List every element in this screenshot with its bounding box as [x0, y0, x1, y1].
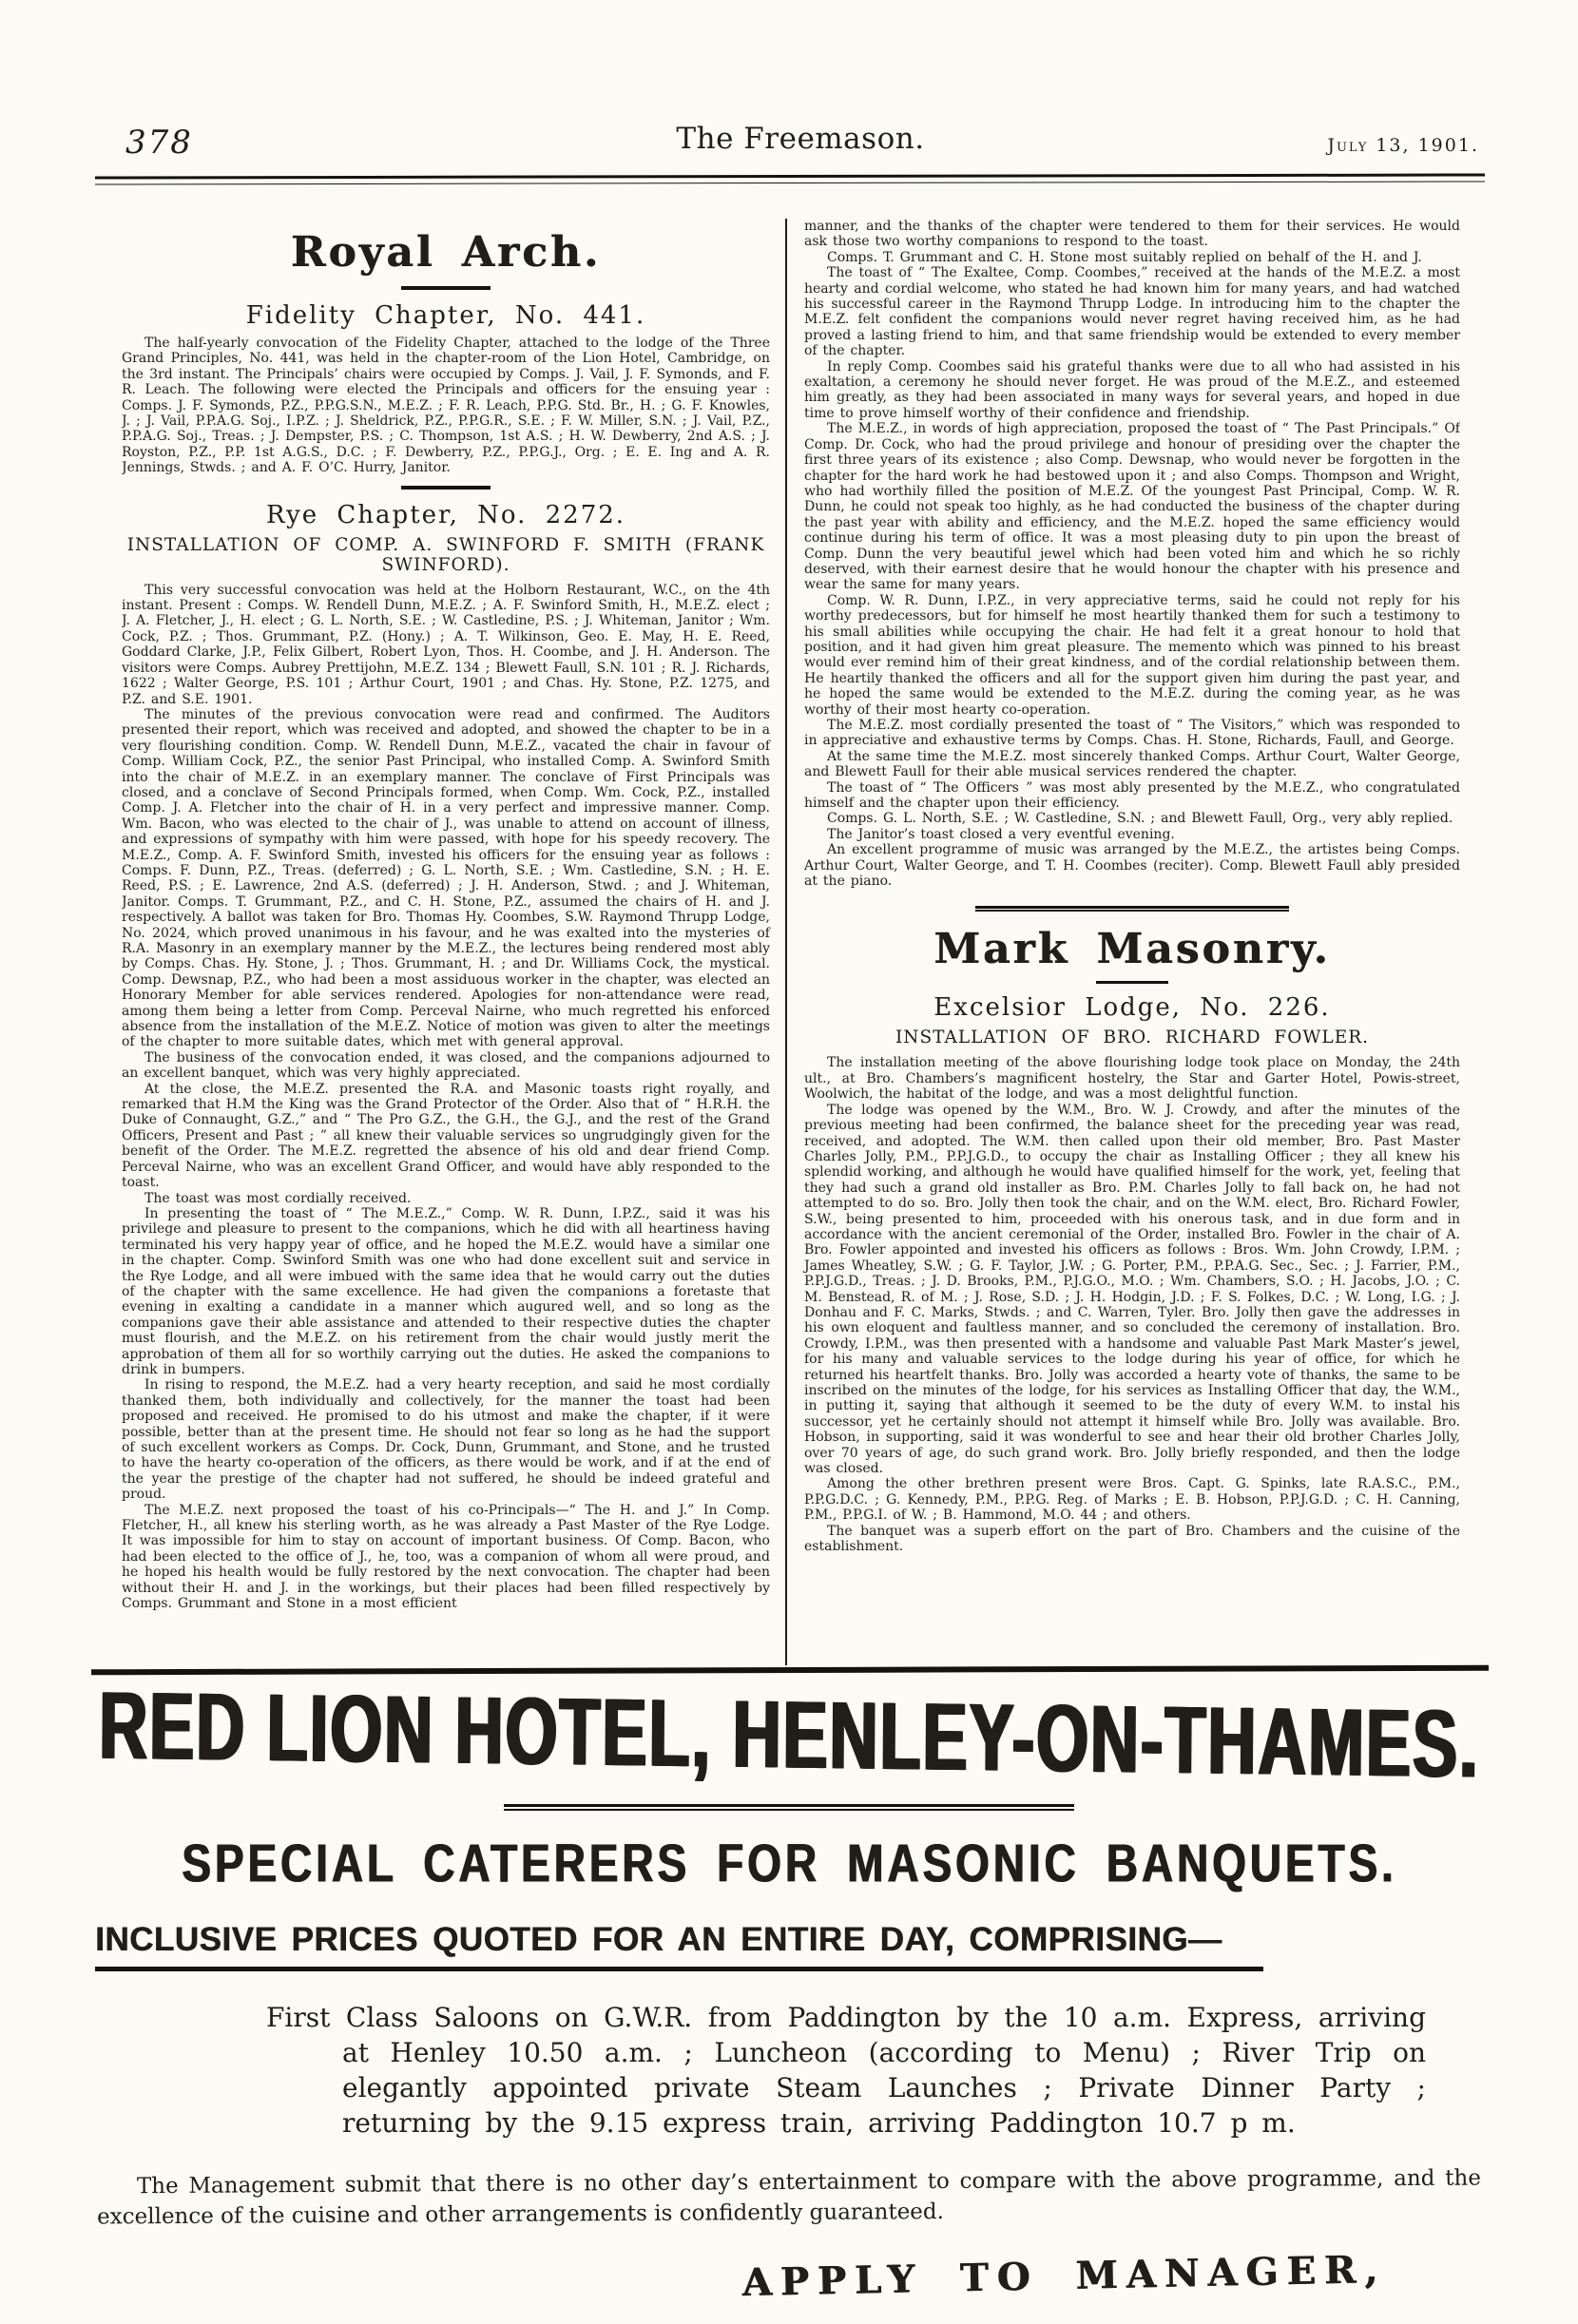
article-body-rye — [122, 583, 770, 1612]
masthead-rule — [95, 173, 1485, 184]
publication-title: The Freemason. — [676, 122, 925, 156]
red-lion-advert — [57, 1673, 1521, 2306]
section-divider — [975, 906, 1289, 912]
paragraph: Comps. T. Grummant and C. H. Stone most suitably replied on behalf of the H. and J. — [827, 249, 1422, 265]
paragraph: In reply Comp. Coombes said his grateful thanks were due to all who had assisted in his exaltation, a ceremony he should never forget. He was proud of the M.E.Z., and esteemed him greatly, as they had been associated in many ways for several years, and hoped in due time to prove himself worthy of their confidence and friendship. — [804, 358, 1460, 421]
section-divider — [401, 286, 491, 290]
paragraph: The toast of “ The Officers ” was most ably presented by the M.E.Z., who congratulated himself and the chapter upon their efficiency. — [804, 779, 1460, 812]
paragraph: The M.E.Z. next proposed the toast of his co-Principals—“ The H. and J.” In Comp. Fletcher, H., all knew his sterling worth, as he was already a Past Master of the Rye Lodge. It was impossible for him to stay on account of important business. Of Comp. Bacon, who had been elected to the office of J., he, too, was a companion of whom all were proud, and he hoped his health would be fully restored by the next convocation. The chapter had been without their H. and J. in the workings, but their places had been filled respectively by Comps. Grummant and Stone in a most efficient — [122, 1502, 770, 1612]
advert-inclusive-line: INCLUSIVE PRICES QUOTED FOR AN ENTIRE DAY, COMPRISING— — [95, 1921, 1263, 1971]
paragraph: An excellent programme of music was arranged by the M.E.Z., the artistes being Comps. Arthur Court, Walter George, and T. H. Coombes (reciter). Comp. Blewett Faull ably presided at the piano. — [804, 842, 1460, 890]
paragraph: manner, and the thanks of the chapter were tendered to them for their services. He would ask those two worthy companions to respond to the toast. — [804, 219, 1460, 250]
paragraph: The installation meeting of the above flourishing lodge took place on Monday, the 24th ult., at Bro. Chambers’s magnificent hostelry, the Star and Garter Hotel, Powis-street, Woolwich, the habitat of the lodge, and was a most delightful function. — [804, 1055, 1460, 1103]
article-heading-excelsior: Excelsior Lodge, No. 226. — [933, 993, 1331, 1023]
section-heading-royal-arch: Royal Arch. — [290, 228, 602, 277]
section-divider — [1096, 981, 1168, 984]
paragraph: The M.E.Z. most cordially presented the toast of “ The Visitors,” which was responded to in appreciative and exhaustive terms by Comps. Chas. H. Stone, Richards, Faull, and George. — [804, 718, 1460, 749]
advert-management-note: The Management submit that there is no other day’s entertainment to compare with the above programme, and the excellence of the cuisine and other arrangements is confidently guaranteed. — [97, 2165, 1481, 2230]
article-body-fidelity — [122, 336, 770, 476]
paragraph: The toast was most cordially received. — [144, 1190, 412, 1206]
paragraph: The half-yearly convocation of the Fidelity Chapter, attached to the lodge of the Three Grand Principles, No. 441, was held in the chapter-room of the Lion Hotel, Cambridge, on the 3rd instant. The Principals’ chairs were occupied by Comps. J. Vail, J. F. Symonds, and F. R. Leach. The following were elected the Principals and officers for the ensuing year : Comps. J. F. Symonds, P.Z., P.P.G.S.N., M.E.Z. ; F. R. Leach, P.P.G. Std. Br., H. ; G. F. Knowles, J. ; J. Vail, P.P.A.G. Soj., I.P.Z. ; J. Sheldrick, P.Z., P.P.G.R., S.E. ; F. W. Miller, S.N. ; J. Vail, P.Z., P.P.A.G. Soj., Treas. ; J. Dempster, P.S. ; C. Thompson, 1st A.S. ; H. W. Dewberry, 2nd A.S. ; J. Royston, P.Z., P.P. 1st A.G.S., D.C. ; F. Dewberry, P.Z., P.P.G.J., Org. ; E. E. Ing and A. R. Jennings, Stwds. ; and A. F. O’C. Hurry, Janitor. — [122, 336, 770, 476]
paragraph: The minutes of the previous convocation were read and confirmed. The Auditors presented their report, which was received and adopted, and showed the chapter to be in a very flourishing condition. Comp. W. Rendell Dunn, M.E.Z., vacated the chair in favour of Comp. William Cock, P.Z., the senior Past Principal, who installed Comp. A. Swinford Smith into the chair of M.E.Z. in an exemplary manner. The conclave of First Principals was closed, and a conclave of Second Principals formed, when Comp. Wm. Cock, P.Z., installed Comp. J. A. Fletcher into the chair of H. in a very perfect and impressive manner. Comp. Wm. Bacon, who was elected to the chair of J., was unable to attend on account of illness, and expressions of sympathy with him were passed, with hope for his speedy recovery. The M.E.Z., Comp. A. F. Swinford Smith, invested his officers for the ensuing year as follows : Comps. F. Dunn, P.Z., Treas. (deferred) ; G. L. North, S.E. ; Wm. Castledine, S.N. ; H. E. Reed, P.S. ; E. Lawrence, 2nd A.S. (deferred) ; J. H. Anderson, Stwd. ; and J. Whiteman, Janitor. Comps. T. Grummant, P.Z., and C. H. Stone, P.Z., assumed the chairs of H. and J. respectively. A ballot was taken for Bro. Thomas Hy. Coombes, S.W. Raymond Thrupp Lodge, No. 2024, which proved unanimous in his favour, and he was exalted into the mysteries of R.A. Masonry in an exemplary manner by the M.E.Z., the lectures being rendered most ably by Comps. Chas. Hy. Stone, J. ; Thos. Grummant, H. ; and Dr. Williams Cock, the mystical. Comp. Dewsnap, P.Z., who had been a most assiduous worker in the chapter, was elected an Honorary Member for able services rendered. Apologies for non-attendance were read, among them being a letter from Comp. Perceval Nairne, who much regretted his enforced absence from the installation of the M.E.Z. Notice of motion was given to alter the meetings of the chapter to more suitable dates, which met with general approval. — [122, 706, 770, 1050]
paragraph: At the close, the M.E.Z. presented the R.A. and Masonic toasts right royally, and remarked that H.M the King was the Grand Protector of the Order. Also that of “ H.R.H. the Duke of Connaught, G.Z.,” and “ The Pro G.Z., the G.H., the G.J., and the rest of the Grand Officers, Present and Past ; ” all knew their valuable services so ungrudgingly given for the benefit of the Order. The M.E.Z. regretted the absence of his old and dear friend Comp. Perceval Nairne, who was an excellent Grand Officer, and would have ably responded to the toast. — [122, 1081, 770, 1191]
masthead — [122, 114, 1479, 171]
advert-headline: RED LION HOTEL, HENLEY-ON-THAMES. — [98, 1673, 1480, 1798]
advert-apply-line: APPLY TO MANAGER, — [741, 2247, 1387, 2306]
left-column — [122, 219, 785, 1665]
article-heading-fidelity: Fidelity Chapter, No. 441. — [245, 301, 646, 330]
paragraph: The business of the convocation ended, it was closed, and the companions adjourned to an excellent banquet, which was very highly appreciated. — [122, 1049, 770, 1082]
paragraph: In presenting the toast of “ The M.E.Z.,” Comp. W. R. Dunn, I.P.Z., said it was his privilege and pleasure to present to the companions, which he did with all heartiness having terminated his very happy year of office, and he hoped the M.E.Z. would have a similar one in the chapter. Comp. Swinford Smith was one who had done excellent suit and service in the Rye Lodge, and all were imbued with the same idea that he would carry out the duties of the chapter with the same excellence. He had given the companions a foretaste that evening in exalting a candidate in a manner which augured well, and so long as the companions gave their able assistance and attended to their respective duties the chapter must flourish, and the M.E.Z. on his retirement from the chair would justly merit the approbation of them all for so worthily carrying out the duties. He asked the companions to drink in bumpers. — [122, 1205, 770, 1377]
right-column — [785, 219, 1460, 1665]
article-columns — [122, 219, 1460, 1665]
paragraph: Comp. W. R. Dunn, I.P.Z., in very appreciative terms, said he could not reply for his worthy predecessors, but for himself he most heartily thanked them for such a testimony to his small abilities while occupying the chair. He had felt it a great honour to hold that position, and it had given him great pleasure. The memento which was pinned to his breast would ever remind him of their great kindness, and of the cordial relationship between them. He heartily thanked the officers and all for the support given him during the past year, and he hoped the same would be extended to the M.E.Z. during the coming year, as he was worthy of their most hearty co-operation. — [804, 592, 1460, 718]
paragraph: The M.E.Z., in words of high appreciation, proposed the toast of “ The Past Principals.” Of Comp. Dr. Cock, who had the proud privilege and honour of presiding over the chapter the first three years of its existence ; also Comp. Dewsnap, who would never be forgotten in the chapter for the hard work he had bestowed upon it ; and also Comps. Thompson and Wright, who had worthily filled the position of M.E.Z. Of the youngest Past Principal, Comp. W. R. Dunn, he could not speak too highly, as he had conducted the business of the chapter during the past year with ability and efficiency, and the M.E.Z. hoped the same efficiency would continue during his term of office. It was a most pleasing duty to pin upon the breast of Comp. Dunn the very beautiful jewel which had been voted him and which he so richly deserved, with their earnest desire that he would honour the chapter with his presence and wear the same for many years. — [804, 421, 1460, 593]
paragraph: The Janitor’s toast closed a very eventful evening. — [827, 826, 1175, 842]
paragraph: The banquet was a superb effort on the part of Bro. Chambers and the cuisine of the establishment. — [804, 1523, 1460, 1555]
section-heading-mark-masonry: Mark Masonry. — [933, 925, 1331, 974]
paragraph: The lodge was opened by the W.M., Bro. W. J. Crowdy, and after the minutes of the previous meeting had been confirmed, the balance sheet for the preceding year was read, received, and adopted. The W.M. then called upon their old member, Bro. Past Master Charles Jolly, P.M., P.P.J.G.D., to occupy the chair as Installing Officer ; they all knew his splendid working, and although he would have qualified himself for the work, yet, feeling that they had such a grand old installer as Bro. P.M. Charles Jolly to fall back on, he had not attempted to do so. Bro. Jolly then took the chair, and on the W.M. elect, Bro. Richard Fowler, S.W., being presented to him, proceeded with his onerous task, and in due form and in accordance with the ancient ceremonial of the Order, installed Bro. Fowler in the chair of A. Bro. Fowler appointed and invested his officers as follows : Bros. Wm. John Crowdy, I.P.M. ; James Wheatley, S.W. ; G. F. Taylor, J.W. ; G. Porter, P.M., P.P.A.G. Sec., Sec. ; J. Farrier, P.M., P.P.J.G.D., Treas. ; J. D. Brooks, P.M., P.J.G.O., M.O. ; Wm. Chambers, S.O. ; H. Jacobs, J.O. ; C. M. Benstead, R. of M. ; J. Rose, S.D. ; J. H. Hodgin, J.D. ; F. S. Folkes, D.C. ; W. Long, I.G. ; J. Donhau and F. C. Marks, Stwds. ; and C. Warren, Tyler. Bro. Jolly then gave the addresses in his own eloquent and faultless manner, and so concluded the ceremony of installation. Bro. Crowdy, I.P.M., was then presented with a handsome and valuable Past Mark Master’s jewel, for his many and valuable services to the lodge during his year of office, for which he returned his heartfelt thanks. Bro. Jolly was accorded a hearty vote of thanks, the same to be inscribed on the minutes of the lodge, for his services as Installing Officer that day, the W.M., in putting it, saying that although it seemed to be the duty of every W.M. to instal his successor, yet he certainly should not attempt it himself while Bro. Jolly was available. Bro. Hobson, in supporting, said it was wonderful to see and hear their old brother Charles Jolly, over 70 years of age, do such grand work. Bro. Jolly briefly responded, and then the lodge was closed. — [804, 1102, 1460, 1477]
article-subheading-excelsior: INSTALLATION OF BRO. RICHARD FOWLER. — [895, 1028, 1370, 1048]
issue-date: July 13, 1901. — [1327, 135, 1479, 156]
paragraph: This very successful convocation was held at the Holborn Restaurant, W.C., on the 4th instant. Present : Comps. W. Rendell Dunn, M.E.Z. ; A. F. Swinford Smith, H., M.E.Z. elect ; J. A. Fletcher, J., H. elect ; G. L. North, S.E. ; W. Castledine, P.S. ; J. Whiteman, Janitor ; Wm. Cock, P.Z. ; Thos. Grummant, P.Z. (Hony.) ; A. T. Wilkinson, Geo. E. May, H. E. Reed, Goddard Clarke, J.P., Felix Gilbert, Robert Lyon, Thos. H. Coombe, and J. H. Anderson. The visitors were Comps. Aubrey Prettijohn, M.E.Z. 134 ; Blewett Faull, S.N. 101 ; R. J. Richards, 1622 ; Walter George, P.S. 101 ; Arthur Court, 1901 ; and Chas. Hy. Stone, P.Z. 1275, and P.Z. and S.E. 1901. — [122, 582, 770, 707]
paragraph: In rising to respond, the M.E.Z. had a very hearty reception, and said he most cordially thanked them, both individually and collectively, for the manner the toast had been proposed and received. He promised to do his utmost and make the chapter, if it were possible, better than at the present time. He should not fear so long as he had the support of such excellent workers as Comps. Dr. Cock, Dunn, Grummant, and Stone, and he trusted to have the hearty co-operation of the officers, as there would be work, and if at the end of the year the prestige of the chapter had not suffered, he should be indeed grateful and proud. — [122, 1377, 770, 1503]
article-body-excelsior — [804, 1055, 1460, 1554]
advert-subheadline: SPECIAL CATERERS FOR MASONIC BANQUETS. — [181, 1834, 1397, 1894]
paragraph: The toast of “ The Exaltee, Comp. Coombes,” received at the hands of the M.E.Z. a most hearty and cordial welcome, who stated he had known him for many years, and had watched his successful career in the Raymond Thrupp Lodge. In introducing him to the chapter the M.E.Z. felt confident the companions would never regret having received him, as he had proved a lasting friend to him, and that same friendship would be extended to every member of the chapter. — [804, 265, 1460, 359]
article-divider — [401, 486, 491, 490]
article-subheading-rye: INSTALLATION OF COMP. A. SWINFORD F. SMITH (FRANK SWINFORD). — [126, 534, 765, 575]
paragraph: Among the other brethren present were Bros. Capt. G. Spinks, late R.A.S.C., P.M., P.P.G.D.C. ; G. Kennedy, P.M., P.P.G. Reg. of Marks ; E. B. Hobson, P.P.J.G.D. ; C. H. Canning, P.M., P.P.G.I. of W. ; B. Hammond, M.O. 44 ; and others. — [804, 1476, 1460, 1524]
paragraph: Comps. G. L. North, S.E. ; W. Castledine, S.N. ; and Blewett Faull, Org., very ably replied. — [827, 811, 1453, 827]
page-number: 378 — [125, 124, 193, 162]
paragraph: At the same time the M.E.Z. most sincerely thanked Comps. Arthur Court, Walter George, and Blewett Faull for their able musical services rendered the chapter. — [804, 748, 1460, 780]
article-heading-rye: Rye Chapter, No. 2272. — [265, 500, 626, 529]
article-body-rye-continued — [804, 219, 1460, 889]
advert-itinerary: First Class Saloons on G.W.R. from Paddington by the 10 a.m. Express, arriving at Henley 10.50 a.m. ; Luncheon (according to Menu) ; River Trip on elegantly appointed private Steam Launches ; Private Dinner Party ; returning by the 9.15 express train, arriving Paddington 10.7 p m. — [266, 2002, 1426, 2139]
